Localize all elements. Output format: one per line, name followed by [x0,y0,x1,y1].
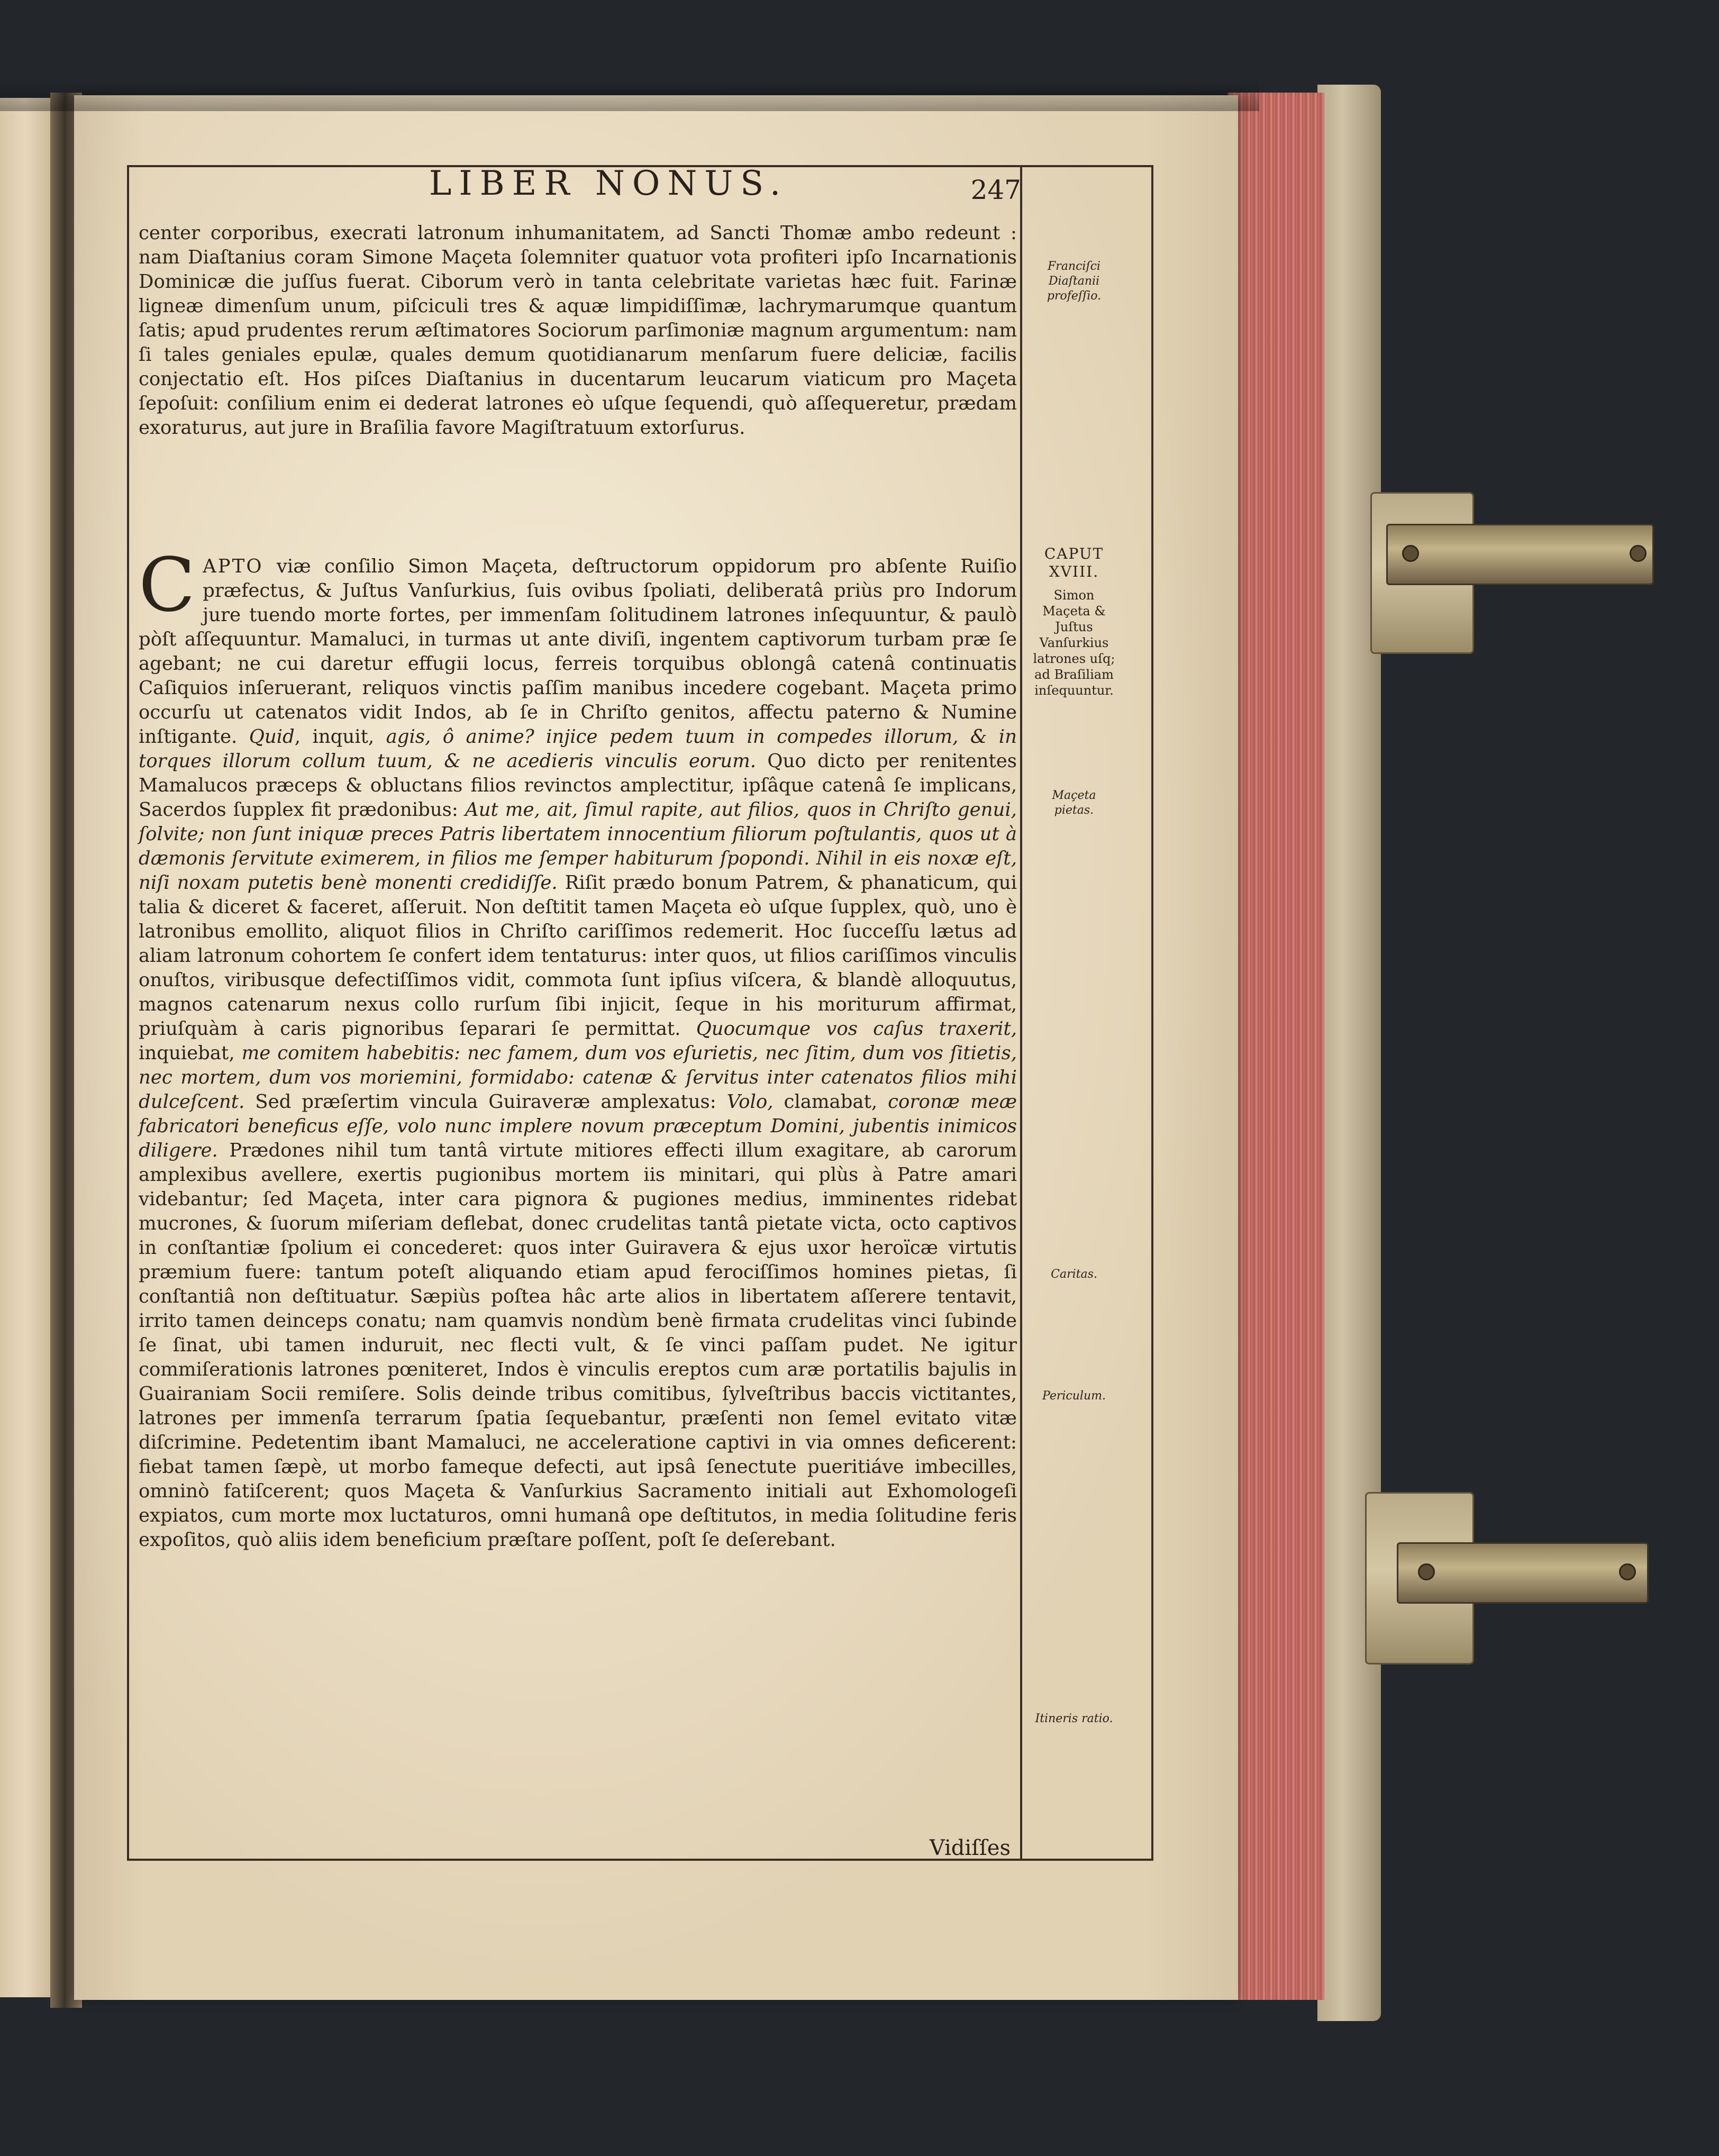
quote-run: Quid [249,726,295,748]
opening-word: APTO [203,556,263,577]
text-run: Quo dicto per renitentes Mamalucos præceps & obluctans filios revinctos amplectitur, ipſâque catenâ ſe implicans, Sacerdos ſupplex fit prædonibus: [139,750,1017,821]
margin-note-professio: Franciſci Diaſtanii profeſſio. [1047,260,1102,303]
text-run: clamabat, [784,1091,878,1113]
rivet [1619,1563,1636,1580]
text-run: , inquit, [294,726,375,748]
quote-run: agis, ô anime? injice pedem tuum in compedes illorum, & in torques illorum collum tuum, & ne acedieris vinculis eorum. [139,726,1017,772]
margin-note-chapter-summary: Simon Maçeta & Juſtus Vanſurkius latrones uſq; ad Braſiliam inſequuntur. [1033,588,1115,698]
catchword: Vidiſſes [929,1836,1011,1860]
red-page-edges [1227,93,1324,2000]
rivet [1418,1563,1435,1580]
text-section-1 [139,221,1017,440]
margin-note-caput: CAPUT XVIII. [1044,545,1104,580]
text-run: Riſit prædo bonum Patrem, & phanaticum, qui talia & diceret & faceret, aſſeruit. Non deſtitit tamen Maçeta eò uſque ſupplex, quò, uno è latronibus emollito, aliquot filios in Chriſto cariſſimos redemerit. Hoc ſucceſſu lætus ad aliam latronum cohortem ſe confert idem tentaturus: inter quos, ut filios cariſſimos vinculis onuſtos, viribusque defectiſſimos vidit, commota ſunt ipſius viſcera, & blandè alloquutus, magnos catenarum nexus collo rurſum ſibi injicit, ſeque in his moriturum affirmat, priuſquàm à caris pignoribus ſeparari ſe permittat. [139,872,1017,1040]
text-run: Sed præſertim vincula Guiraveræ amplexatus: [255,1091,716,1113]
margin-column-rule [1020,165,1022,1861]
running-head: LIBER NONUS. [429,164,788,203]
quote-run: coronæ meæ fabricatori beneficus eſſe, volo nunc implere novum præceptum Domini, jubentis inimicos diligere. [139,1091,1017,1161]
quote-run: Aut me, ait, ſimul rapite, aut filios, quos in Chriſto genui, ſolvite; non ſunt iniquæ preces Patris libertatem innocentium filiorum poſtulantis, quos ut à dæmonis ſervitute eximerem, in filios me ſemper habiturum ſpopondi. Nihil in eis noxæ eſt, niſi noxam putetis benè monenti credidiſſe. [139,799,1017,894]
margin-note-itineris: Itineris ratio. [1035,1712,1113,1725]
rivet [1402,545,1419,562]
margin-note-pietas: Maçeta pietas. [1052,789,1096,817]
drop-cap-initial: C [139,542,196,629]
paragraph-1: center corporibus, execrati latronum inhumanitatem, ad Sancti Thomæ ambo redeunt : nam Diaſtanius coram Simone Maçeta ſolemniter quatuor vota profiteri ipſo Incarnationis Dominicæ die juſſus fuerat. Ciborum verò in tanta celebritate varietas hæc fuit. Farinæ ligneæ dimenſum unum, piſciculi tres & aquæ limpidiſſimæ, lachrymarumque quantum ſatis; apud prudentes rerum æſtimatores Sociorum parſimoniæ magnum argumentum: nam ſi tales geniales epulæ, quales demum quotidianarum menſarum fuere deliciæ, facilis conjectatio eſt. Hos piſces Diaſtanius in ducentarum leucarum viaticum pro Maçeta ſepoſuit: conſilium enim ei dederat latrones eò uſque ſequendi, quò aſſequeretur, prædam exoraturus, aut jure in Braſilia favore Magiſtratuum extorſurus. [139,222,1017,439]
quote-run: me comitem habebitis: nec famem, dum vos eſurietis, nec ſitim, dum vos ſitietis, nec mortem, dum vos moriemini, formidabo: catenæ & ſervitus inter catenatos filios mihi dulceſcent. [139,1042,1017,1113]
text-run: Prædones nihil tum tantâ virtute mitiores effecti illum exagitare, ab carorum amplexibus avellere, exertis pugionibus mortem iis minitari, qui plùs à Patre amari videbantur; ſed Maçeta, inter cara pignora & pugiones medius, imminentes ridebat mucrones, & ſuorum miſeriam deflebat, donec crudelitas tantâ pietate victa, octo captivos in conſtantiæ ſpolium ei concederet: quos inter Guiravera & ejus uxor heroïcæ virtutis præmium fuere: tantum poteſt aliquando etiam apud ferociſſimos homines pietas, ſi conſtantiâ non deſtituatur. Sæpiùs poſtea hâc arte alios in libertatem aſſerere tentavit, irrito tamen deinceps conatu; nam quamvis nondùm benè firmata crudelitas vinci ſubinde ſe ſinat, ubi tamen induruit, nec flecti vult, & ſe vinci paſſam pudet. Ne igitur commiſerationis latrones pœniteret, Indos è vinculis ereptos cum aræ portatilis bajulis in Guairaniam Socii remiſere. Solis deinde tribus comitibus, ſylveſtribus baccis victitantes, latrones per immenſa terrarum ſpatia ſequebantur, præſenti non ſemel evitato vitæ diſcrimine. Pedetentim ibant Mamaluci, ne acceleratione captivi in via omnes deficerent: fiebat tamen ſæpè, ut morbo fameque defecti, aut ipsâ ſenectute pueritiáve imbecilles, omninò fatiſcerent; quos Maçeta & Vanſurkius Sacramento initiali aut Exhomologeſi expiatos, cum morte mox luctaturos, omni humanâ ope deſtitutos, in media ſolitudine feris expoſitos, quò aliis idem beneficium præſtare poſſent, poſt ſe deſerebant. [139,1140,1017,1551]
upper-clasp-metal [1386,524,1654,585]
margin-note-periculum: Periculum. [1042,1389,1106,1403]
frame-right-rule [1151,165,1153,1861]
quote-run: Quocumque vos caſus traxerit, [696,1018,1017,1040]
text-section-2 [139,542,1017,1552]
paragraph-2 [139,542,1017,1552]
page-number: 247 [970,175,1021,205]
margin-note-caritas: Caritas. [1051,1268,1097,1281]
quote-run: Volo, [726,1091,774,1113]
page-top-shadow [0,79,1259,111]
book-cover-edge [1317,85,1381,2021]
text-run: viæ conſilio Simon Maçeta, deſtructorum oppidorum pro abſente Ruiſio præfectus, & Juſtus Vanſurkius, ſuis ovibus ſpoliati, deliberatâ priùs pro Indorum jure tuendo morte fortes, per immenſam ſolitudinem latrones inſequuntur, & paulò pòſt aſſequuntur. Mamaluci, in turmas ut ante diviſi, ingentem captivorum turbam præ ſe agebant; ne cui daretur effugii locus, ferreis torquibus oblongâ catenâ continuatis Caſiquios inſeruerant, reliquos vinctis paſſim manibus incedere cogebant. Maçeta primo occurſu ut catenatos vidit Indos, ab ſe in Chriſto genitos, affectu paterno & Numine inſtigante. [139,556,1017,748]
frame-left-rule [127,165,129,1861]
left-page-fragment [0,98,56,1997]
text-run: inquiebat, [139,1042,235,1064]
rivet [1630,545,1647,562]
